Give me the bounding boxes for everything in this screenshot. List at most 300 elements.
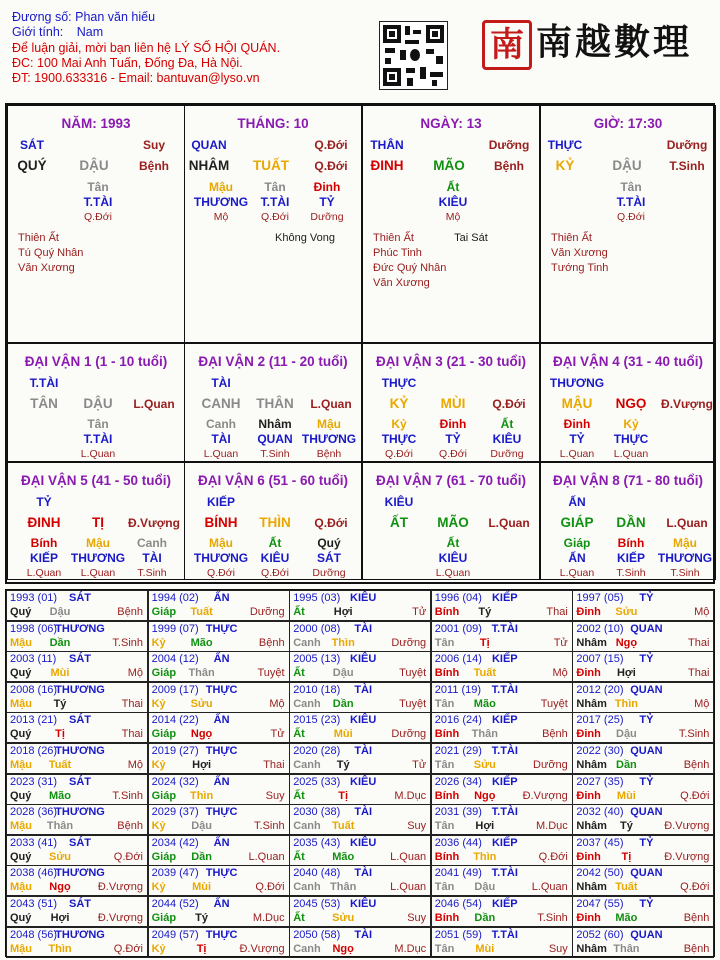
- year-label: 2017 (25): [576, 714, 624, 727]
- year-ten-god: THỰC: [205, 745, 238, 757]
- pillar-cell: [184, 105, 362, 343]
- decade-hidden-phase: L.Quan: [80, 567, 116, 579]
- year-phase: Mộ: [552, 667, 568, 680]
- year-label: 2029 (37): [151, 806, 199, 819]
- year-phase: Dưỡng: [249, 606, 285, 618]
- year-cell: [431, 590, 573, 621]
- year-branch: Thân: [46, 820, 74, 833]
- decade-hidden-ten-god: THỰC: [613, 432, 649, 446]
- year-cell: [289, 896, 431, 927]
- year-cell: [572, 865, 714, 896]
- year-ten-god: TÀI: [354, 867, 373, 880]
- decade-hidden-phase: Q.Đới: [261, 567, 289, 579]
- year-ten-god: TỶ: [639, 714, 654, 727]
- year-label: 2016 (24): [434, 714, 482, 727]
- decade-title: ĐẠI VẬN 8 (71 - 80 tuổi): [552, 473, 704, 488]
- special-star: Văn Xương: [551, 247, 608, 259]
- pillar-branch: DẬU: [612, 158, 642, 173]
- decade-ten-god: THƯƠNG: [549, 376, 605, 390]
- year-label: 2010 (18): [293, 683, 341, 696]
- decade-hidden-phase: L.Quan: [80, 448, 116, 460]
- year-label: 2035 (43): [293, 836, 341, 849]
- decade-stem: GIÁP: [560, 515, 594, 530]
- year-stem: Kỷ: [151, 881, 166, 894]
- year-stem: Quý: [10, 850, 32, 863]
- year-cell: [148, 774, 290, 805]
- decade-hidden-stem: Kỷ: [391, 417, 407, 431]
- year-phase: L.Quan: [390, 850, 427, 863]
- year-label: 2030 (38): [293, 806, 341, 819]
- year-stem: Nhâm: [576, 881, 607, 894]
- year-branch: Thìn: [48, 942, 72, 955]
- year-ten-god: QUAN: [630, 867, 663, 880]
- decade-title: ĐẠI VẬN 1 (1 - 10 tuổi): [24, 354, 168, 369]
- year-ten-god: SÁT: [69, 775, 91, 788]
- year-phase: Thai: [263, 759, 285, 771]
- year-stem: Tân: [434, 697, 455, 710]
- year-ten-god: T.TÀI: [491, 867, 518, 880]
- decade-hidden-phase: Q.Đới: [385, 448, 413, 460]
- year-label: 2005 (13): [293, 653, 341, 666]
- year-cell: [148, 865, 290, 896]
- decade-branch: THÌN: [259, 515, 291, 530]
- year-label: 2052 (60): [576, 928, 624, 941]
- pillar-branch-phase: Bệnh: [139, 159, 169, 173]
- year-stem: Quý: [10, 667, 32, 680]
- decade-hidden-stem: Kỷ: [623, 417, 639, 431]
- year-branch: Tý: [478, 606, 492, 618]
- pillar-branch-phase: T.Sinh: [669, 159, 705, 173]
- year-stem: Nhâm: [576, 697, 607, 710]
- pillar-cell: [362, 105, 540, 343]
- decade-hidden-phase: Bệnh: [316, 448, 342, 460]
- year-branch: Dậu: [49, 606, 71, 618]
- decade-branch: DẦN: [616, 515, 646, 530]
- special-star: Tú Quý Nhân: [18, 247, 84, 259]
- decade-hidden-phase: Q.Đới: [439, 448, 467, 460]
- year-branch: Dậu: [332, 667, 354, 680]
- year-branch: Tuất: [473, 667, 496, 680]
- year-phase: Bệnh: [683, 759, 710, 771]
- year-stem: Đinh: [576, 850, 601, 863]
- year-cell: [289, 682, 431, 713]
- qr-code: [379, 21, 448, 90]
- year-stem: Tân: [434, 881, 455, 894]
- decade-cell: [362, 462, 540, 580]
- year-label: 2026 (34): [434, 775, 482, 788]
- year-ten-god: ẤN: [213, 836, 230, 849]
- year-phase: Đ.Vượng: [522, 789, 568, 802]
- year-cell: [289, 590, 431, 621]
- year-phase: Tử: [270, 728, 285, 741]
- year-ten-god: KIÊU: [350, 898, 377, 910]
- year-label: 2051 (59): [434, 928, 482, 941]
- year-phase: Q.Đới: [113, 942, 143, 955]
- hidden-stem: Tân: [87, 180, 109, 194]
- year-branch: Sửu: [615, 606, 638, 618]
- decade-hidden-ten-god: T.TÀI: [83, 432, 113, 446]
- decade-hidden-ten-god: KIẾP: [29, 551, 59, 565]
- year-phase: T.Sinh: [112, 789, 143, 802]
- year-stem: Canh: [293, 820, 321, 833]
- year-cell: [148, 835, 290, 866]
- pillar-ten-god: SÁT: [20, 138, 44, 152]
- decade-hidden-ten-god: TÀI: [211, 432, 231, 446]
- decade-hidden-stem: Mậu: [86, 536, 110, 550]
- year-phase: Dưỡng: [533, 759, 568, 771]
- decade-cell: [184, 462, 362, 580]
- owner-label: Đương số:: [12, 10, 72, 24]
- year-label: 2032 (40): [576, 806, 624, 819]
- year-ten-god: KIÊU: [350, 836, 377, 849]
- year-stem: Đinh: [576, 606, 601, 618]
- year-label: 2003 (11): [10, 653, 57, 666]
- year-cell: [572, 743, 714, 774]
- decade-hidden-phase: Dưỡng: [312, 567, 346, 579]
- decade-cell: [540, 462, 716, 580]
- year-branch: Mùi: [616, 789, 636, 802]
- year-ten-god: QUAN: [630, 683, 663, 696]
- year-branch: Dần: [49, 636, 71, 649]
- year-cell: [6, 743, 148, 774]
- year-stem: Mậu: [10, 697, 32, 710]
- hidden-stem: Tân: [620, 180, 642, 194]
- year-phase: Q.Đới: [255, 881, 285, 894]
- year-stem: Nhâm: [576, 636, 607, 649]
- decade-hidden-phase: T.Sinh: [616, 567, 646, 579]
- year-cell: [572, 682, 714, 713]
- year-ten-god: T.TÀI: [491, 928, 518, 941]
- year-phase: Bệnh: [117, 820, 143, 833]
- year-stem: Bính: [434, 606, 460, 618]
- decade-branch: MÃO: [437, 515, 469, 530]
- year-ten-god: QUAN: [630, 928, 663, 941]
- decade-hidden-stem: Canh: [206, 417, 236, 431]
- year-cell: [148, 743, 290, 774]
- year-ten-god: KIẾP: [491, 836, 518, 849]
- decade-hidden-ten-god: TỶ: [445, 432, 461, 446]
- year-stem: Kỷ: [151, 942, 166, 955]
- year-ten-god: THƯƠNG: [55, 745, 105, 757]
- year-branch: Hợi: [475, 820, 495, 833]
- decade-hidden-ten-god: THƯƠNG: [193, 551, 249, 565]
- pillar-cell: [540, 105, 716, 343]
- decade-hidden-ten-god: SÁT: [317, 551, 341, 565]
- year-stem: Giáp: [151, 789, 177, 802]
- year-phase: Đ.Vượng: [664, 850, 710, 863]
- year-cell: [289, 804, 431, 835]
- year-cell: [431, 651, 573, 682]
- year-stem: Mậu: [10, 636, 32, 649]
- year-stem: Đinh: [576, 728, 601, 741]
- year-ten-god: ẤN: [213, 653, 230, 666]
- year-ten-god: THƯƠNG: [55, 806, 105, 819]
- decade-cell: [184, 343, 362, 462]
- year-stem: Ất: [293, 728, 305, 741]
- decade-hidden-stem: Đinh: [563, 417, 591, 431]
- year-stem: Giáp: [151, 606, 177, 618]
- decade-ten-god: TỶ: [36, 495, 52, 509]
- pillar-cell: [7, 105, 185, 343]
- year-branch: Ngọ: [474, 789, 496, 802]
- hidden-ten-god: KIÊU: [438, 195, 468, 209]
- pillar-stem: NHÂM: [188, 158, 230, 173]
- year-cell: [572, 651, 714, 682]
- year-ten-god: TÀI: [354, 683, 373, 696]
- year-phase: Tuyệt: [399, 667, 427, 680]
- pillar-title: NGÀY: 13: [420, 116, 482, 131]
- year-cell: [431, 621, 573, 652]
- year-phase: M.Dục: [252, 912, 285, 924]
- year-label: 1997 (05): [576, 592, 624, 604]
- decade-phase: L.Quan: [666, 516, 708, 530]
- year-label: 2008 (16): [10, 683, 58, 696]
- year-label: 1994 (02): [151, 592, 199, 604]
- hidden-stem: Mậu: [209, 180, 233, 194]
- year-branch: Mão: [615, 912, 638, 924]
- decade-branch: NGỌ: [615, 396, 647, 411]
- owner-name: Phan văn hiếu: [75, 10, 156, 24]
- year-branch: Thìn: [189, 789, 214, 802]
- pillar-branch: DẬU: [79, 158, 109, 173]
- year-stem: Đinh: [576, 789, 601, 802]
- year-stem: Mậu: [10, 759, 32, 771]
- year-label: 2033 (41): [10, 836, 58, 849]
- decade-branch: DẬU: [83, 396, 113, 411]
- year-ten-god: QUAN: [630, 806, 663, 819]
- decade-phase: Đ.Vượng: [661, 397, 713, 411]
- year-cell: [289, 774, 431, 805]
- year-branch: Ngọ: [615, 636, 638, 649]
- special-star: Văn Xương: [373, 277, 430, 289]
- year-label: 2009 (17): [151, 683, 199, 696]
- year-ten-god: T.TÀI: [491, 745, 518, 757]
- year-label: 2049 (57): [151, 928, 199, 941]
- year-branch: Tý: [336, 759, 350, 771]
- year-label: 2039 (47): [151, 867, 199, 880]
- pillar-ten-god: QUAN: [191, 138, 227, 152]
- year-branch: Ngọ: [332, 942, 354, 955]
- year-label: 2028 (36): [10, 806, 58, 819]
- year-label: 2031 (39): [434, 806, 482, 819]
- hidden-phase: Q.Đới: [84, 211, 112, 223]
- year-phase: Dưỡng: [391, 636, 427, 649]
- year-ten-god: KIÊU: [350, 592, 377, 604]
- year-branch: Hợi: [616, 667, 636, 680]
- year-ten-god: SÁT: [69, 592, 91, 604]
- year-branch: Ngọ: [190, 728, 213, 741]
- year-label: 2045 (53): [293, 898, 341, 910]
- gender-value: Nam: [76, 25, 104, 40]
- decade-hidden-ten-god: THƯƠNG: [301, 432, 357, 446]
- year-stem: Ất: [293, 789, 305, 802]
- year-stem: Kỷ: [151, 759, 166, 771]
- decade-phase: L.Quan: [488, 516, 530, 530]
- year-cell: [431, 682, 573, 713]
- year-phase: Tuyệt: [399, 697, 427, 710]
- year-cell: [148, 651, 290, 682]
- year-phase: Q.Đới: [680, 789, 710, 802]
- year-cell: [6, 896, 148, 927]
- year-phase: Tử: [412, 606, 427, 618]
- year-cell: [289, 651, 431, 682]
- year-ten-god: KIẾP: [491, 775, 518, 788]
- year-branch: Hợi: [50, 912, 70, 924]
- year-label: 2015 (23): [293, 714, 341, 727]
- pillar-branch: TUẤT: [253, 158, 289, 173]
- year-ten-god: TÀI: [354, 928, 373, 941]
- year-branch: Tị: [479, 636, 490, 649]
- year-label: 2018 (26): [10, 745, 58, 757]
- year-phase: Bệnh: [683, 942, 710, 955]
- year-cell: [431, 804, 573, 835]
- decade-hidden-stem: Quý: [317, 536, 341, 550]
- pillar-branch: MÃO: [433, 158, 465, 173]
- year-branch: Tị: [55, 728, 65, 741]
- year-stem: Ất: [293, 850, 305, 863]
- year-branch: Dậu: [191, 820, 212, 833]
- pillar-title: NĂM: 1993: [61, 116, 131, 131]
- decade-hidden-phase: T.Sinh: [137, 567, 167, 579]
- year-label: 2004 (12): [151, 653, 199, 666]
- decade-hidden-stem: Ất: [446, 536, 460, 550]
- decade-hidden-phase: T.Sinh: [260, 448, 290, 460]
- hidden-phase: Mộ: [213, 211, 229, 223]
- hidden-phase: Q.Đới: [617, 211, 645, 223]
- year-label: 2006 (14): [434, 653, 482, 666]
- year-cell: [148, 682, 290, 713]
- pillar-stem: ĐINH: [370, 158, 404, 173]
- decade-stem: TÂN: [30, 396, 58, 411]
- decade-ten-god: TÀI: [211, 376, 231, 390]
- year-cell: [6, 621, 148, 652]
- year-label: 2014 (22): [151, 714, 199, 727]
- decade-stem: MẬU: [561, 396, 593, 411]
- decade-phase: L.Quan: [310, 397, 352, 411]
- year-branch: Tuất: [331, 820, 355, 833]
- year-ten-god: THỰC: [205, 806, 238, 819]
- year-stem: Nhâm: [576, 942, 607, 955]
- year-branch: Thìn: [331, 636, 355, 649]
- decade-branch: TỊ: [92, 515, 104, 530]
- year-branch: Dậu: [474, 881, 496, 894]
- decade-hidden-stem: Giáp: [563, 536, 591, 550]
- special-star: Thiên Ất: [18, 232, 59, 244]
- decade-hidden-ten-god: ẤN: [568, 551, 586, 565]
- year-label: 2025 (33): [293, 775, 341, 788]
- yearly-table: [5, 589, 715, 957]
- year-phase: Đ.Vượng: [664, 820, 710, 833]
- year-phase: Thai: [121, 697, 143, 710]
- year-phase: Bệnh: [683, 912, 710, 924]
- hidden-ten-god: THƯƠNG: [193, 195, 249, 209]
- year-cell: [572, 774, 714, 805]
- year-branch: Mão: [332, 850, 355, 863]
- year-label: 2001 (09): [434, 622, 482, 635]
- decade-phase: Q.Đới: [492, 397, 526, 411]
- pillar-title: THÁNG: 10: [237, 116, 309, 131]
- year-label: 1999 (07): [151, 622, 199, 635]
- year-ten-god: T.TÀI: [491, 683, 518, 696]
- year-label: 2050 (58): [293, 928, 341, 941]
- decade-stem: ẤT: [390, 515, 408, 530]
- year-phase: Thai: [687, 667, 710, 680]
- year-branch: Mão: [473, 697, 496, 710]
- special-star: Văn Xương: [18, 262, 75, 274]
- year-branch: Dần: [332, 697, 354, 710]
- decade-hidden-phase: L.Quan: [559, 567, 595, 579]
- year-branch: Thân: [330, 881, 357, 894]
- year-ten-god: SÁT: [69, 836, 91, 849]
- hidden-phase: Mộ: [445, 211, 461, 223]
- year-phase: Suy: [265, 789, 285, 802]
- year-ten-god: TÀI: [354, 745, 373, 757]
- year-stem: Quý: [10, 728, 32, 741]
- hidden-stem: Đinh: [313, 180, 341, 194]
- year-label: 1998 (06): [10, 622, 58, 635]
- year-phase: Dưỡng: [391, 728, 427, 741]
- decade-title: ĐẠI VẬN 7 (61 - 70 tuổi): [375, 473, 527, 488]
- pillar-ten-god: THÂN: [370, 138, 404, 152]
- year-stem: Kỷ: [151, 636, 166, 649]
- year-ten-god: THƯƠNG: [55, 683, 105, 696]
- brand-logo: 南越數理: [536, 21, 693, 63]
- year-cell: [431, 927, 573, 958]
- year-label: 2013 (21): [10, 714, 58, 727]
- year-stem: Kỷ: [151, 697, 166, 710]
- decade-ten-god: THỰC: [381, 376, 417, 390]
- year-cell: [431, 774, 573, 805]
- gender-label: Giới tính:: [12, 25, 64, 40]
- year-cell: [148, 896, 290, 927]
- year-ten-god: THỰC: [205, 867, 238, 880]
- year-cell: [148, 804, 290, 835]
- hidden-stem: Tân: [264, 180, 286, 194]
- address-line: ĐC: 100 Mai Anh Tuấn, Đống Đa, Hà Nội.: [12, 55, 243, 70]
- year-phase: Suy: [548, 942, 568, 955]
- year-phase: Thai: [121, 728, 143, 741]
- year-cell: [148, 590, 290, 621]
- special-star: Đức Quý Nhân: [373, 262, 447, 274]
- year-cell: [289, 621, 431, 652]
- decade-hidden-stem: Bính: [617, 536, 645, 550]
- year-branch: Thìn: [473, 850, 497, 863]
- year-cell: [6, 774, 148, 805]
- year-phase: Mộ: [269, 697, 285, 710]
- year-phase: Bệnh: [258, 636, 285, 649]
- decade-hidden-ten-god: THỰC: [381, 432, 417, 446]
- year-phase: L.Quan: [248, 850, 285, 863]
- decade-cell: [7, 462, 185, 580]
- decade-hidden-phase: Dưỡng: [490, 448, 524, 460]
- year-branch: Sửu: [190, 697, 213, 710]
- phone-email-line: ĐT: 1900.633316 - Email: bantuvan@lyso.vn: [12, 71, 260, 86]
- year-phase: M.Dục: [394, 942, 427, 955]
- year-branch: Sửu: [48, 850, 72, 863]
- year-phase: T.Sinh: [254, 820, 285, 833]
- pillar-stem: QUÝ: [17, 158, 47, 173]
- year-phase: M.Dục: [536, 820, 568, 833]
- year-branch: Dần: [474, 912, 496, 924]
- year-label: 2043 (51): [10, 898, 58, 910]
- year-cell: [6, 927, 148, 958]
- pillar-phase: Dưỡng: [488, 138, 530, 152]
- year-ten-god: TỶ: [639, 653, 654, 666]
- hidden-ten-god: T.TÀI: [83, 195, 113, 209]
- year-phase: Suy: [407, 912, 427, 924]
- decade-title: ĐẠI VẬN 3 (21 - 30 tuổi): [375, 354, 527, 369]
- year-branch: Tị: [196, 942, 207, 955]
